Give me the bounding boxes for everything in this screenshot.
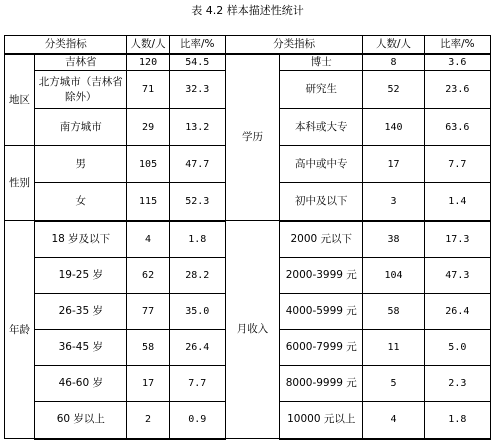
row-label: 女 (35, 183, 127, 221)
row-count: 5 (363, 366, 424, 402)
row-ratio: 2.3 (424, 366, 490, 402)
row-count: 11 (363, 330, 424, 366)
row-ratio: 52.3 (169, 183, 225, 221)
table-header-row (5, 36, 491, 55)
row-label: 19-25 岁 (35, 258, 127, 294)
row-ratio: 1.8 (424, 402, 490, 439)
row-label: 高中或中专 (280, 146, 363, 183)
row-label: 本科或大专 (280, 109, 363, 146)
row-count: 104 (363, 258, 424, 294)
row-label: 博士 (280, 54, 363, 71)
row-label: 男 (35, 146, 127, 183)
group-label-region: 地区 (5, 54, 35, 146)
row-count: 17 (363, 146, 424, 183)
header-count-2: 人数/人 (363, 36, 424, 55)
row-ratio: 3.6 (424, 54, 490, 71)
row-label: 初中及以下 (280, 183, 363, 221)
row-count: 58 (127, 330, 169, 366)
header-count: 人数/人 (127, 36, 169, 55)
row-count: 29 (127, 109, 169, 146)
row-ratio: 23.6 (424, 71, 490, 109)
row-label: 10000 元以上 (280, 402, 363, 439)
row-ratio: 26.4 (169, 330, 225, 366)
row-ratio: 35.0 (169, 294, 225, 330)
row-ratio: 47.3 (424, 258, 490, 294)
row-count: 120 (127, 54, 169, 71)
row-ratio: 32.3 (169, 71, 225, 109)
header-ratio: 比率/% (169, 36, 225, 55)
row-label: 46-60 岁 (35, 366, 127, 402)
header-category: 分类指标 (5, 36, 127, 55)
row-label: 北方城市（吉林省除外） (35, 71, 127, 109)
row-ratio: 26.4 (424, 294, 490, 330)
row-label: 36-45 岁 (35, 330, 127, 366)
row-ratio: 47.7 (169, 146, 225, 183)
row-ratio: 7.7 (424, 146, 490, 183)
header-category-2: 分类指标 (225, 36, 363, 55)
row-ratio: 17.3 (424, 221, 490, 258)
group-label-gender: 性别 (5, 146, 35, 221)
group-label-age: 年龄 (5, 221, 35, 439)
row-count: 58 (363, 294, 424, 330)
row-label: 18 岁及以下 (35, 221, 127, 258)
row-label: 26-35 岁 (35, 294, 127, 330)
row-count: 17 (127, 366, 169, 402)
row-count: 77 (127, 294, 169, 330)
row-count: 38 (363, 221, 424, 258)
row-label: 8000-9999 元 (280, 366, 363, 402)
table-row (5, 221, 491, 258)
row-count: 105 (127, 146, 169, 183)
row-label: 南方城市 (35, 109, 127, 146)
row-count: 3 (363, 183, 424, 221)
header-ratio-2: 比率/% (424, 36, 490, 55)
row-ratio: 13.2 (169, 109, 225, 146)
row-count: 62 (127, 258, 169, 294)
row-ratio: 1.8 (169, 221, 225, 258)
row-count: 2 (127, 402, 169, 439)
row-ratio: 7.7 (169, 366, 225, 402)
table-caption: 表 4.2 样本描述性统计 (191, 4, 304, 17)
row-ratio: 28.2 (169, 258, 225, 294)
row-count: 71 (127, 71, 169, 109)
row-count: 115 (127, 183, 169, 221)
row-count: 4 (127, 221, 169, 258)
group-label-education: 学历 (225, 54, 279, 221)
row-ratio: 0.9 (169, 402, 225, 439)
row-ratio: 1.4 (424, 183, 490, 221)
group-label-income: 月收入 (225, 221, 279, 439)
row-label: 2000 元以下 (280, 221, 363, 258)
row-label: 研究生 (280, 71, 363, 109)
row-count: 4 (363, 402, 424, 439)
statistics-table (4, 35, 491, 440)
row-label: 2000-3999 元 (280, 258, 363, 294)
row-ratio: 5.0 (424, 330, 490, 366)
row-ratio: 54.5 (169, 54, 225, 71)
row-count: 8 (363, 54, 424, 71)
row-count: 52 (363, 71, 424, 109)
row-ratio: 63.6 (424, 109, 490, 146)
table-row (5, 54, 491, 71)
row-label: 60 岁以上 (35, 402, 127, 439)
row-label: 4000-5999 元 (280, 294, 363, 330)
row-count: 140 (363, 109, 424, 146)
row-label: 6000-7999 元 (280, 330, 363, 366)
row-label: 吉林省 (35, 54, 127, 71)
